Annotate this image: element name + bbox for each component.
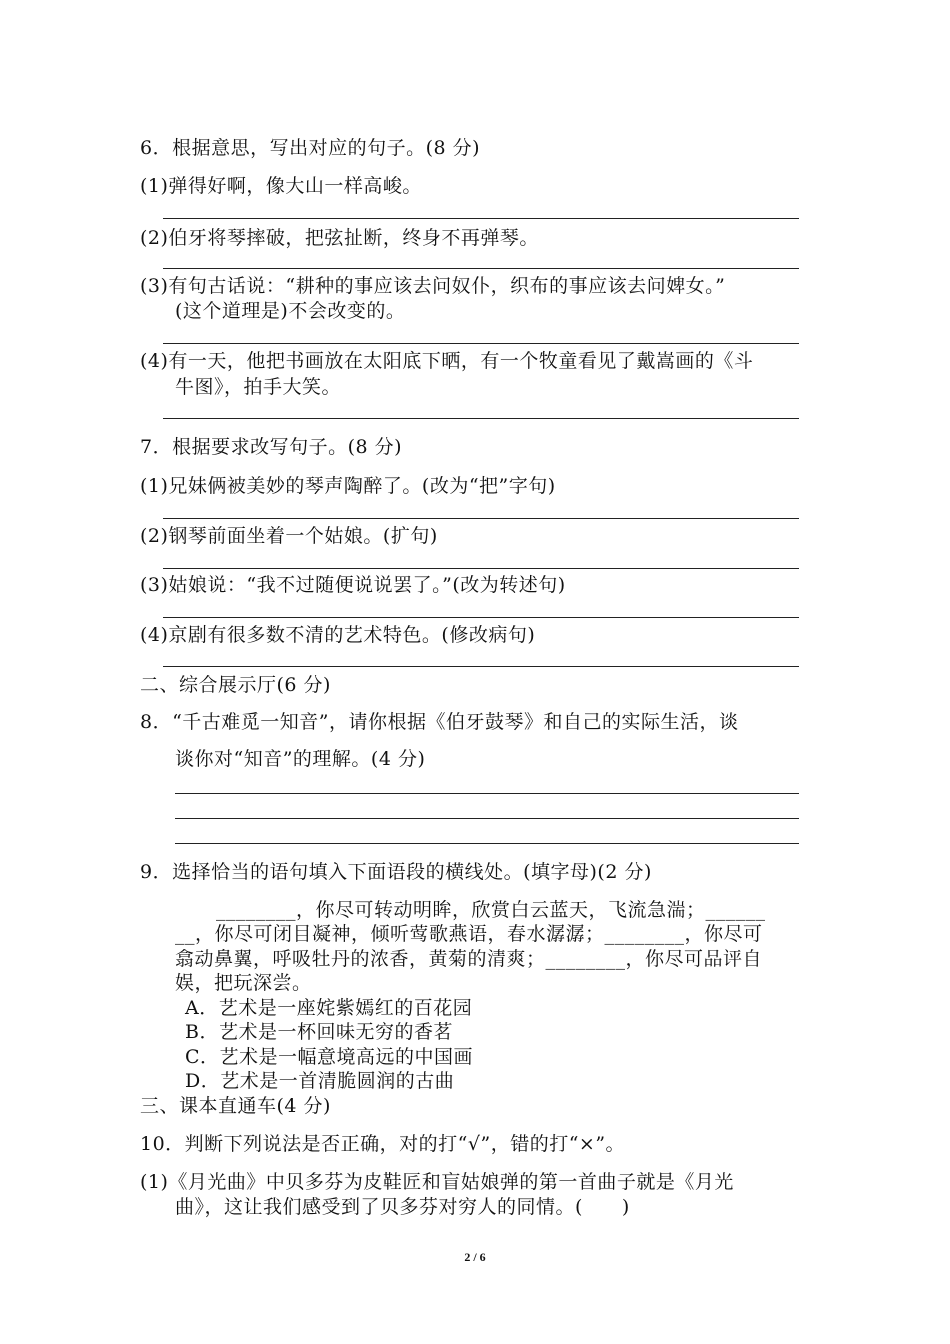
answer-line[interactable] (163, 268, 799, 269)
q9-passage-line: ________，你尽可转动明眸，欣赏白云蓝天，飞流急湍；______ (216, 899, 766, 921)
q7-item-3: (3)姑娘说：“我不过随便说说罢了。”(改为转述句) (140, 574, 566, 596)
q7-item-1: (1)兄妹俩被美妙的琴声陶醉了。(改为“把”字句) (140, 475, 556, 497)
q8-line-1: 8．“千古难觅一知音”，请你根据《伯牙鼓琴》和自己的实际生活，谈 (140, 711, 739, 733)
q6-item-3-cont: (这个道理是)不会改变的。 (175, 300, 406, 322)
q9-option-d: D．艺术是一首清脆圆润的古曲 (185, 1070, 455, 1092)
q6-item-1: (1)弹得好啊，像大山一样高峻。 (140, 175, 422, 197)
q9-passage-line: __，你尽可闭目凝神，倾听莺歌燕语，春水潺潺；________，你尽可 (175, 923, 763, 945)
q7-item-2: (2)钢琴前面坐着一个姑娘。(扩句) (140, 525, 438, 547)
answer-line[interactable] (163, 518, 799, 519)
q7-item-4: (4)京剧有很多数不清的艺术特色。(修改病句) (140, 624, 536, 646)
q6-title: 6．根据意思，写出对应的句子。(8 分) (140, 137, 481, 159)
answer-line[interactable] (163, 343, 799, 344)
answer-line[interactable] (175, 843, 799, 844)
q10-item-1: (1)《月光曲》中贝多芬为皮鞋匠和盲姑娘弹的第一首曲子就是《月光 (140, 1171, 734, 1193)
answer-line[interactable] (163, 666, 799, 667)
page-number: 2 / 6 (464, 1250, 486, 1264)
q9-option-c: C．艺术是一幅意境高远的中国画 (185, 1046, 474, 1068)
q9-passage-line: 翕动鼻翼，呼吸牡丹的浓香，黄菊的清爽；________，你尽可品评自 (175, 948, 763, 970)
answer-line[interactable] (163, 218, 799, 219)
q8-line-2: 谈你对“知音”的理解。(4 分) (175, 748, 426, 770)
answer-line[interactable] (175, 793, 799, 794)
section-2-heading: 二、综合展示厅(6 分) (140, 674, 331, 696)
answer-line[interactable] (163, 617, 799, 618)
section-3-heading: 三、课本直通车(4 分) (140, 1095, 331, 1117)
answer-line[interactable] (163, 568, 799, 569)
q7-title: 7．根据要求改写句子。(8 分) (140, 436, 403, 458)
answer-line[interactable] (163, 418, 799, 419)
q6-item-2: (2)伯牙将琴摔破，把弦扯断，终身不再弹琴。 (140, 227, 539, 249)
q6-item-3: (3)有句古话说：“耕种的事应该去问奴仆，织布的事应该去问婢女。” (140, 275, 726, 297)
q6-item-4-cont: 牛图》，拍手大笑。 (175, 376, 342, 398)
q9-title: 9．选择恰当的语句填入下面语段的横线处。(填字母)(2 分) (140, 861, 652, 883)
q9-option-a: A．艺术是一座姹紫嫣红的百花园 (185, 997, 473, 1019)
q10-item-1-cont: 曲》，这让我们感受到了贝多芬对穷人的同情。( ) (175, 1196, 630, 1218)
q10-title: 10．判断下列说法是否正确，对的打“√”，错的打“×”。 (140, 1133, 626, 1155)
q9-option-b: B．艺术是一杯回味无穷的香茗 (185, 1021, 453, 1043)
q6-item-4: (4)有一天，他把书画放在太阳底下晒，有一个牧童看见了戴嵩画的《斗 (140, 350, 754, 372)
answer-line[interactable] (175, 818, 799, 819)
q9-passage-line: 娱，把玩深尝。 (175, 972, 312, 994)
